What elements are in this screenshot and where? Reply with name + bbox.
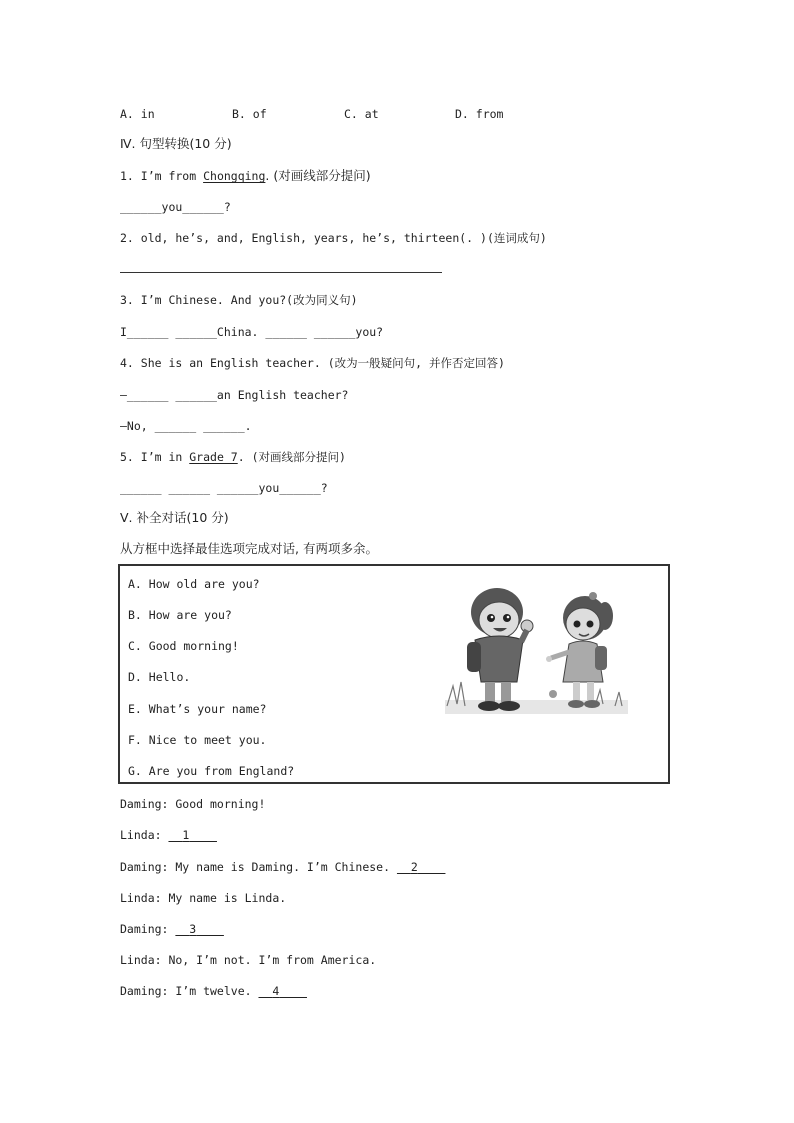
blank-4: 4 (272, 984, 280, 998)
q2-text: 2. old, he’s, and, English, years, he’s, thirteen(. )(连词成句) (120, 231, 547, 245)
dialogue-line-2: Linda: 1 (120, 827, 217, 843)
box-option-d: D. Hello. (128, 670, 191, 684)
q1-answer: ______you______? (120, 200, 231, 214)
box-option-b: B. How are you? (128, 608, 232, 622)
option-b: B. of (232, 107, 267, 121)
dialogue-line-3: Daming: My name is Daming. I’m Chinese. 2 (120, 859, 445, 875)
q5-text: 5. I’m in Grade 7. (对画线部分提问) (120, 450, 346, 464)
two-cartoon-kids-illustration (445, 582, 628, 716)
dialogue-line-4: Linda: My name is Linda. (120, 891, 287, 905)
q5-underlined: Grade 7 (189, 450, 238, 464)
blank-1: 1 (182, 828, 190, 842)
dialogue-line-6: Linda: No, I’m not. I’m from America. (120, 953, 377, 967)
box-option-e: E. What’s your name? (128, 702, 267, 716)
q1-text: 1. I’m from Chongqing. (对画线部分提问) (120, 168, 371, 183)
option-a: A. in (120, 107, 155, 121)
blank-2: 2 (410, 860, 418, 874)
dialogue-line-5: Daming: 3 (120, 921, 224, 937)
section5-heading: Ⅴ. 补全对话(10 分) (120, 510, 229, 525)
option-c: C. at (344, 107, 379, 121)
section4-heading: Ⅳ. 句型转换(10 分) (120, 136, 232, 151)
box-option-f: F. Nice to meet you. (128, 733, 267, 747)
q4-answer2: —No, ______ ______. (120, 419, 252, 433)
q1-underlined: Chongqing (203, 169, 266, 183)
dialogue-line-7: Daming: I’m twelve. 4 (120, 983, 307, 999)
q4-text: 4. She is an English teacher. (改为一般疑问句, 并作否定回答) (120, 356, 505, 370)
box-option-c: C. Good morning! (128, 639, 239, 653)
box-option-a: A. How old are you? (128, 577, 260, 591)
section5-instruction: 从方框中选择最佳选项完成对话, 有两项多余。 (120, 541, 378, 556)
blank-3: 3 (189, 922, 197, 936)
q3-answer: I______ ______China. ______ ______you? (120, 325, 384, 339)
q3-text: 3. I’m Chinese. And you?(改为同义句) (120, 293, 358, 307)
dialogue-line-1: Daming: Good morning! (120, 797, 266, 811)
q5-answer: ______ ______ ______you______? (120, 481, 328, 495)
option-d: D. from (455, 107, 504, 121)
q2-answer-line (120, 272, 442, 273)
box-option-g: G. Are you from England? (128, 764, 295, 778)
q4-answer1: —______ ______an English teacher? (120, 388, 349, 402)
